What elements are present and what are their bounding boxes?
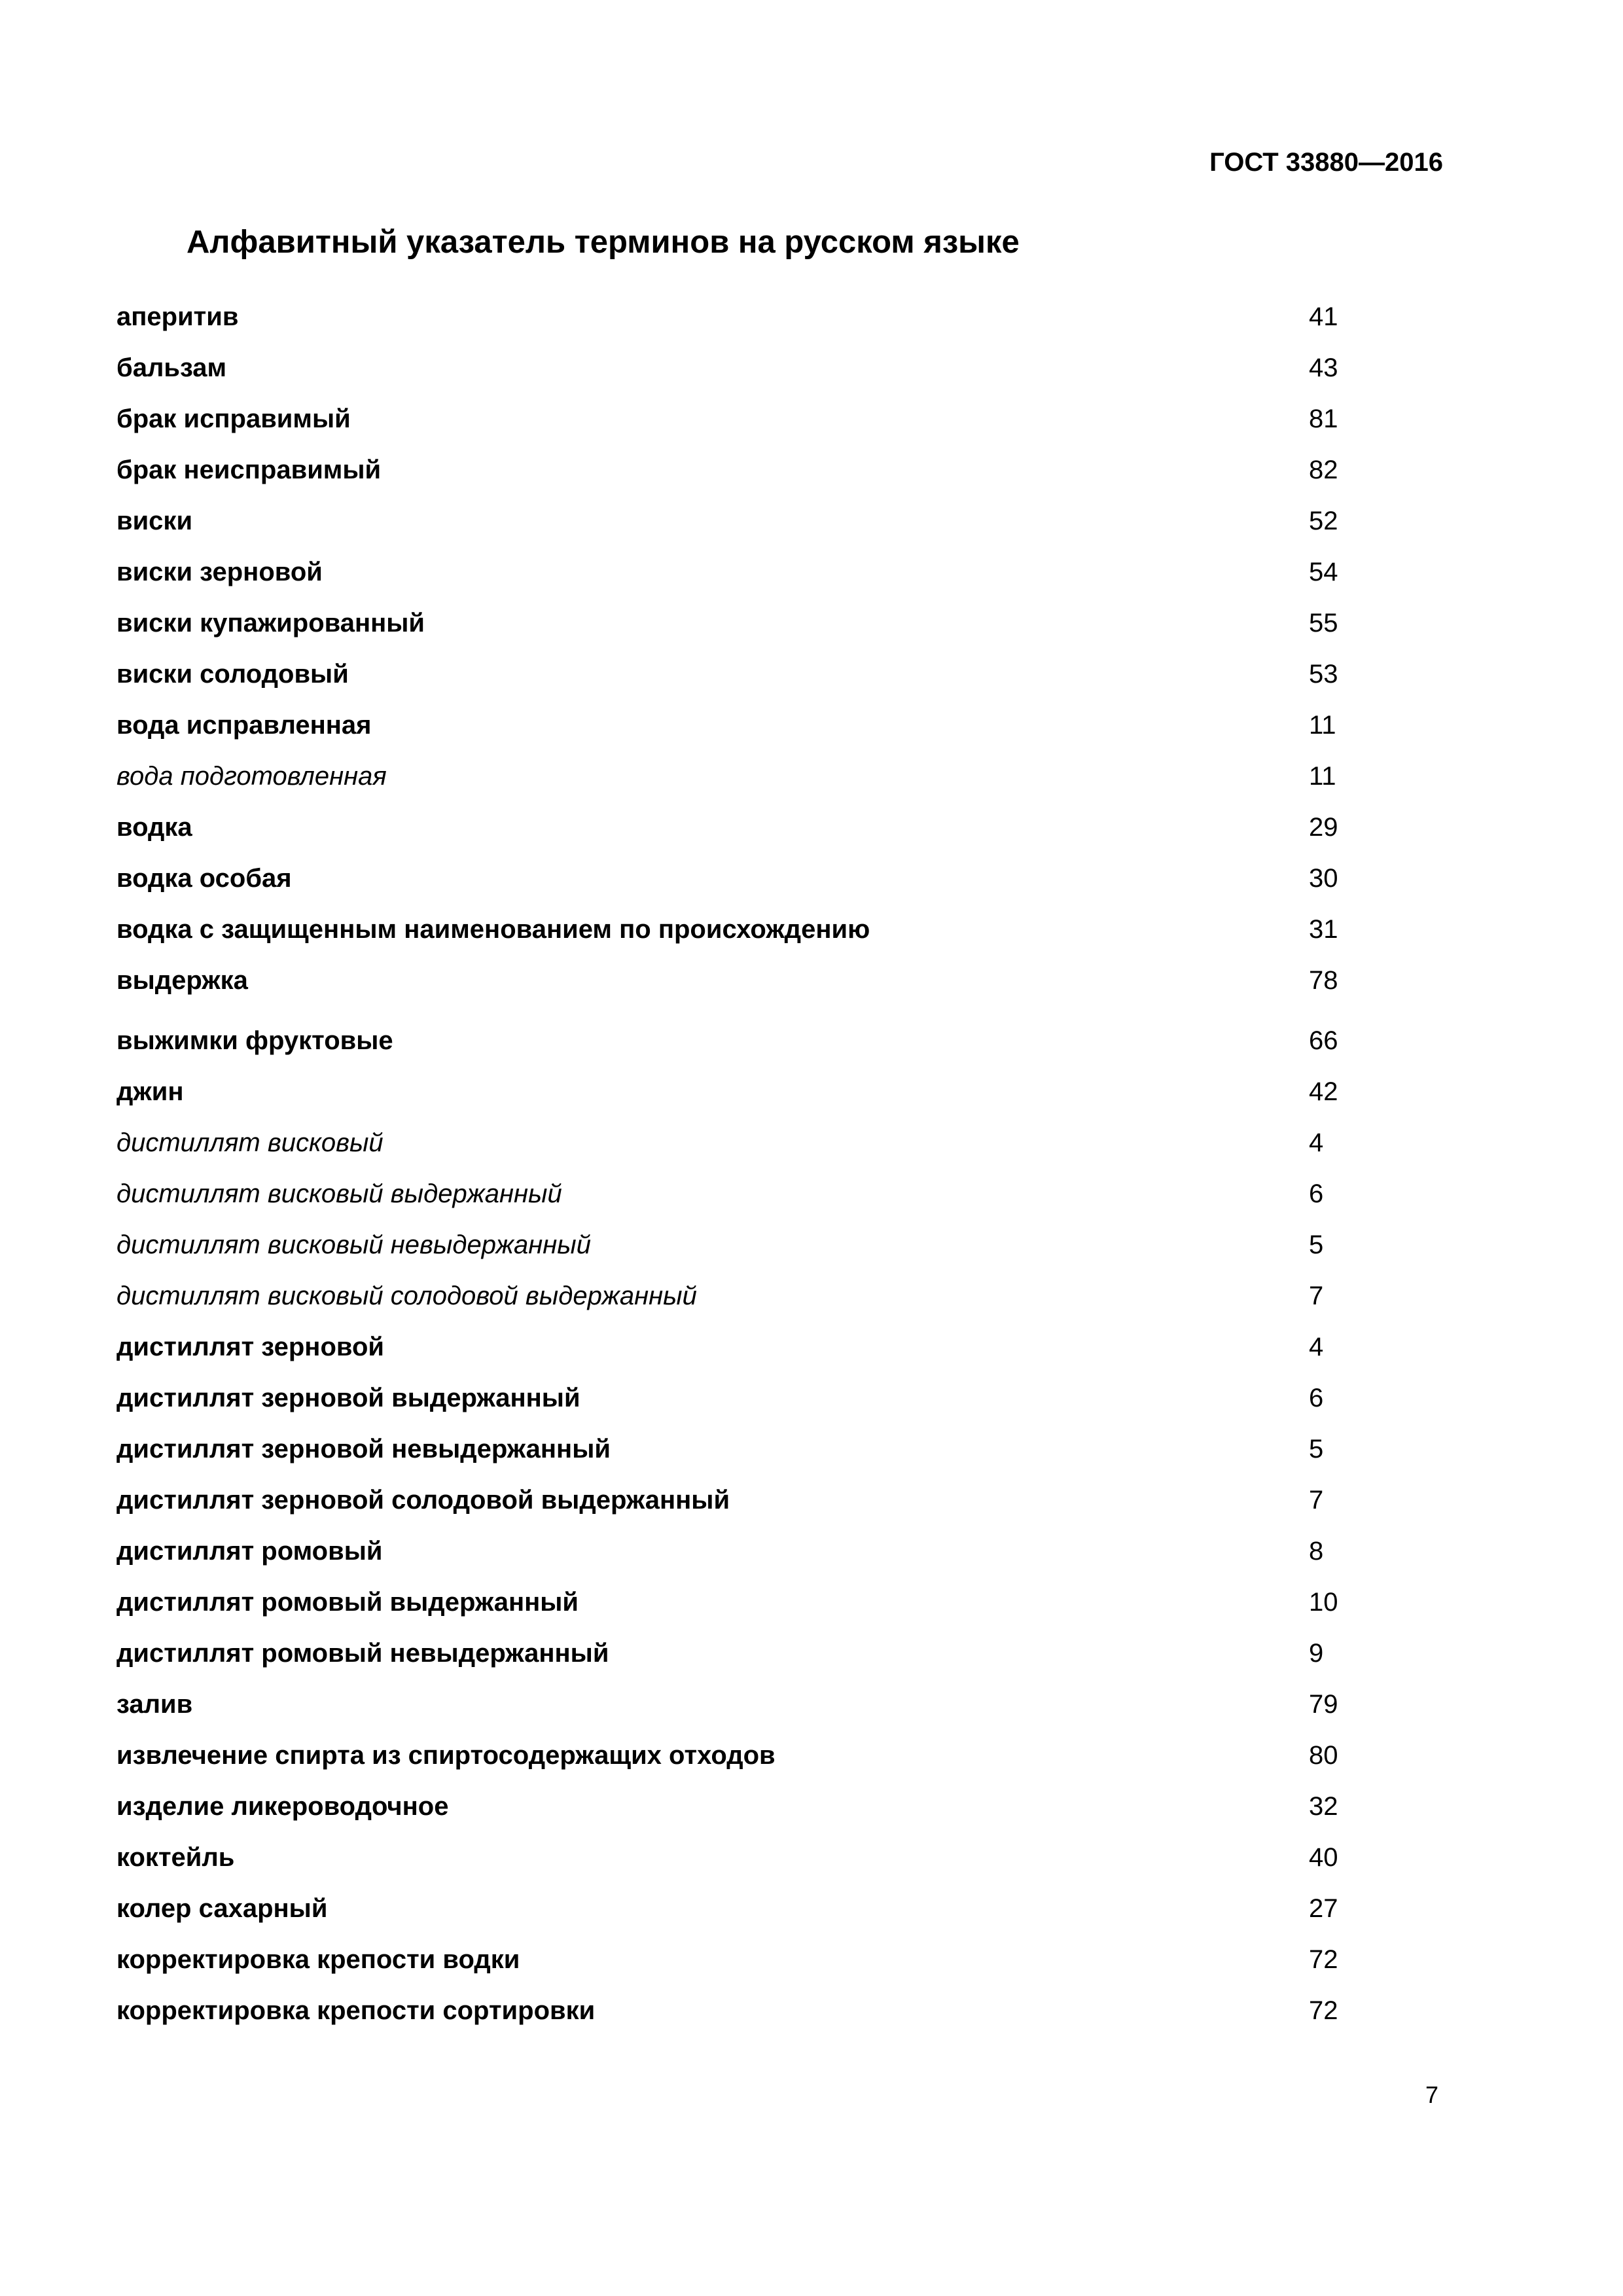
index-term-ref: 80 xyxy=(1309,1741,1338,1770)
index-entry xyxy=(116,1482,1353,1533)
index-entry xyxy=(116,1941,1353,1992)
index-term: выдержка xyxy=(116,966,248,995)
index-entry xyxy=(116,1584,1353,1635)
index-term-ref: 72 xyxy=(1309,1945,1338,1974)
index-term: дистиллят висковый xyxy=(116,1128,383,1157)
index-entry xyxy=(116,1431,1353,1482)
index-term-ref: 31 xyxy=(1309,915,1338,944)
index-term-ref: 4 xyxy=(1309,1333,1324,1361)
index-term-ref: 42 xyxy=(1309,1077,1338,1106)
index-term-ref: 55 xyxy=(1309,609,1338,637)
index-term-ref: 52 xyxy=(1309,507,1338,535)
index-term: выжимки фруктовые xyxy=(116,1026,393,1055)
index-term-ref: 53 xyxy=(1309,660,1338,689)
index-entry xyxy=(116,605,1353,656)
index-term: вода исправленная xyxy=(116,711,372,740)
index-entry xyxy=(116,1073,1353,1124)
index-term: дистиллят зерновой невыдержанный xyxy=(116,1435,611,1463)
index-entry xyxy=(116,1788,1353,1839)
index-term: дистиллят висковый выдержанный xyxy=(116,1179,562,1208)
index-term-ref: 27 xyxy=(1309,1894,1338,1923)
index-term: корректировка крепости сортировки xyxy=(116,1996,596,2025)
index-entry xyxy=(116,298,1353,350)
index-term: коктейль xyxy=(116,1843,235,1872)
index-term-ref: 72 xyxy=(1309,1996,1338,2025)
index-term-ref: 79 xyxy=(1309,1690,1338,1719)
index-term-ref: 6 xyxy=(1309,1384,1324,1412)
index-term: водка xyxy=(116,813,192,842)
index-term: дистиллят висковый невыдержанный xyxy=(116,1230,591,1259)
index-entry xyxy=(116,656,1353,707)
index-entry xyxy=(116,1839,1353,1890)
index-term-ref: 30 xyxy=(1309,864,1338,893)
index-entry xyxy=(116,962,1353,1013)
index-term-ref: 6 xyxy=(1309,1179,1324,1208)
index-entry xyxy=(116,758,1353,809)
index-entry xyxy=(116,1992,1353,2043)
index-term: залив xyxy=(116,1690,193,1719)
term-index-list xyxy=(116,298,1353,2043)
index-entry xyxy=(116,911,1353,962)
index-term: бальзам xyxy=(116,353,227,382)
index-term: корректировка крепости водки xyxy=(116,1945,520,1974)
index-term: виски зерновой xyxy=(116,558,323,586)
index-term: брак неисправимый xyxy=(116,456,382,484)
index-term-ref: 11 xyxy=(1309,762,1336,791)
index-term-ref: 5 xyxy=(1309,1230,1324,1259)
index-entry xyxy=(116,503,1353,554)
index-entry xyxy=(116,452,1353,503)
page-number: 7 xyxy=(1425,2081,1438,2108)
index-term-ref: 29 xyxy=(1309,813,1338,842)
index-term-ref: 9 xyxy=(1309,1639,1324,1668)
index-term: водка с защищенным наименованием по происхождению xyxy=(116,915,870,944)
index-entry xyxy=(116,1278,1353,1329)
index-term-ref: 7 xyxy=(1309,1486,1324,1515)
index-term-ref: 11 xyxy=(1309,711,1336,740)
document-code: ГОСТ 33880—2016 xyxy=(1209,148,1443,177)
index-term: брак исправимый xyxy=(116,404,351,433)
index-term-ref: 81 xyxy=(1309,404,1338,433)
index-entry xyxy=(116,1380,1353,1431)
index-term: дистиллят зерновой солодовой выдержанный xyxy=(116,1486,730,1515)
index-entry xyxy=(116,1533,1353,1584)
index-entry xyxy=(116,401,1353,452)
index-term-ref: 7 xyxy=(1309,1282,1324,1310)
index-entry xyxy=(116,1022,1353,1073)
index-term: изделие ликероводочное xyxy=(116,1792,449,1821)
index-entry xyxy=(116,350,1353,401)
index-term-ref: 43 xyxy=(1309,353,1338,382)
index-term: дистиллят ромовый xyxy=(116,1537,383,1566)
index-term: джин xyxy=(116,1077,184,1106)
index-term: извлечение спирта из спиртосодержащих отходов xyxy=(116,1741,776,1770)
index-entry xyxy=(116,554,1353,605)
index-entry xyxy=(116,1635,1353,1686)
index-term: вода подготовленная xyxy=(116,762,387,791)
index-term-ref: 8 xyxy=(1309,1537,1324,1566)
index-entry xyxy=(116,1124,1353,1175)
index-title: Алфавитный указатель терминов на русском языке xyxy=(187,224,1020,260)
index-entry xyxy=(116,1890,1353,1941)
index-term: дистиллят зерновой выдержанный xyxy=(116,1384,580,1412)
index-entry xyxy=(116,1737,1353,1788)
index-entry xyxy=(116,1329,1353,1380)
index-term: аперитив xyxy=(116,302,239,331)
index-term: дистиллят ромовый выдержанный xyxy=(116,1588,579,1617)
index-term-ref: 54 xyxy=(1309,558,1338,586)
index-entry xyxy=(116,707,1353,758)
index-entry xyxy=(116,860,1353,911)
index-term: виски купажированный xyxy=(116,609,425,637)
index-term-ref: 5 xyxy=(1309,1435,1324,1463)
index-term-ref: 82 xyxy=(1309,456,1338,484)
index-term-ref: 66 xyxy=(1309,1026,1338,1055)
index-term: виски солодовый xyxy=(116,660,349,689)
index-entry xyxy=(116,1175,1353,1227)
index-term: дистиллят ромовый невыдержанный xyxy=(116,1639,609,1668)
index-term: водка особая xyxy=(116,864,292,893)
index-term-ref: 41 xyxy=(1309,302,1338,331)
index-term-ref: 32 xyxy=(1309,1792,1338,1821)
index-entry xyxy=(116,1686,1353,1737)
index-term-ref: 10 xyxy=(1309,1588,1338,1617)
index-term: дистиллят зерновой xyxy=(116,1333,384,1361)
index-term: дистиллят висковый солодовой выдержанный xyxy=(116,1282,697,1310)
index-term-ref: 4 xyxy=(1309,1128,1324,1157)
index-term: виски xyxy=(116,507,193,535)
index-entry xyxy=(116,809,1353,860)
index-entry xyxy=(116,1227,1353,1278)
index-term-ref: 40 xyxy=(1309,1843,1338,1872)
index-term: колер сахарный xyxy=(116,1894,328,1923)
index-term-ref: 78 xyxy=(1309,966,1338,995)
